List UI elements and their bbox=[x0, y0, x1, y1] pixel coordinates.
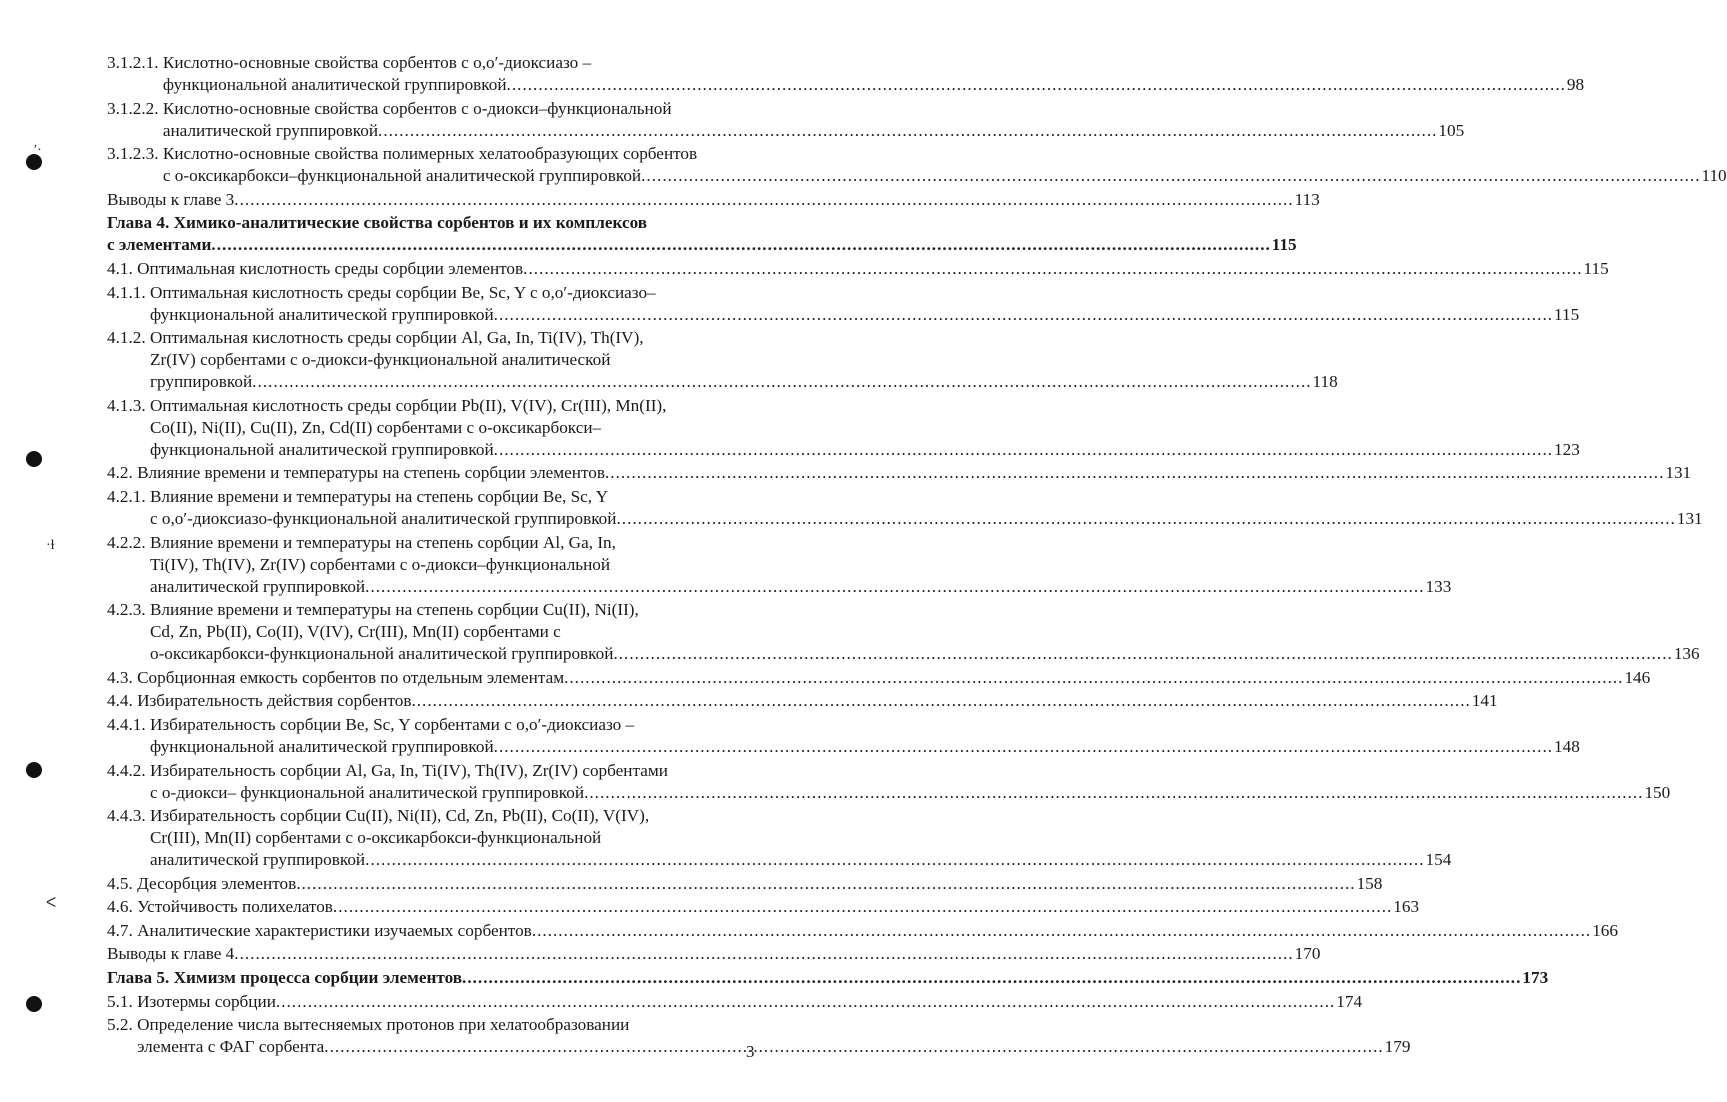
dot-leader bbox=[324, 1036, 1383, 1058]
toc-entry-page: 154 bbox=[1425, 850, 1452, 870]
toc-entry bbox=[107, 760, 1671, 804]
toc-entry-line bbox=[163, 98, 761, 120]
toc-entry-page: 115 bbox=[1271, 235, 1297, 255]
toc-entry-title: элемента с ФАГ сорбента bbox=[137, 1037, 325, 1057]
toc-entry-number: 4.6. bbox=[107, 897, 138, 917]
toc-entry-number: 3.1.2.1. bbox=[107, 53, 163, 72]
toc-entry-line bbox=[107, 234, 1297, 256]
toc-entry-title: Глава 4. Химико-аналитические свойства сорбентов и их комплексов bbox=[107, 213, 648, 233]
toc-entry-line bbox=[150, 760, 761, 782]
toc-entry-number: 4.1. bbox=[107, 258, 138, 278]
toc-entry-number: 4.4. bbox=[107, 691, 138, 711]
dot-leader bbox=[613, 643, 1672, 665]
dot-leader bbox=[532, 920, 1591, 942]
toc-entry-title: Устойчивость полихелатов bbox=[137, 897, 333, 917]
scan-mark: ʹ· bbox=[34, 143, 42, 158]
dot-leader bbox=[234, 189, 1293, 211]
toc-entry-page: 105 bbox=[1438, 120, 1465, 140]
toc-entry bbox=[107, 395, 1580, 461]
toc-entry-title: Оптимальная кислотность среды сорбции Pb(II), V(IV), Cr(III), Mn(II), bbox=[149, 395, 667, 415]
toc-entry-number: 4.2.3. bbox=[107, 600, 150, 620]
toc-entry-title: Глава 5. Химизм процесса сорбции элементов bbox=[107, 968, 463, 988]
toc-entry bbox=[107, 896, 1420, 918]
toc-entry-title: Выводы к главе 3 bbox=[107, 189, 235, 209]
toc-entry bbox=[107, 943, 1321, 965]
toc-entry-title: Влияние времени и температуры на степень сорбции Be, Sc, Y bbox=[149, 486, 609, 506]
toc-entry bbox=[107, 920, 1618, 942]
toc-entry-number: 4.2.1. bbox=[107, 486, 150, 506]
toc-entry-line bbox=[107, 943, 1321, 965]
toc-entry-title: Десорбция элементов bbox=[137, 873, 297, 893]
toc-entry-line bbox=[150, 827, 761, 849]
toc-entry-title: функциональной аналитической группировкой bbox=[149, 439, 494, 459]
toc-entry-number: 4.4.1. bbox=[107, 714, 150, 734]
toc-entry-number: 4.7. bbox=[107, 920, 138, 940]
toc-entry-number: 4.4.2. bbox=[107, 760, 150, 780]
toc-entry-title: Кислотно-основные свойства полимерных хелатообразующих сорбентов bbox=[162, 144, 698, 164]
toc-entry bbox=[107, 258, 1609, 280]
dot-leader bbox=[616, 508, 1675, 530]
toc-entry-title: Аналитические характеристики изучаемых сорбентов bbox=[137, 920, 532, 940]
toc-entry-line bbox=[150, 349, 761, 371]
toc-entry-title: Избирательность сорбции Al, Ga, In, Ti(IV), Th(IV), Zr(IV) сорбентами bbox=[149, 760, 668, 780]
toc-entry-page: 115 bbox=[1583, 258, 1609, 278]
toc-entry-title: Избирательность сорбции Cu(II), Ni(II), Cd, Zn, Pb(II), Co(II), V(IV), bbox=[149, 806, 650, 826]
toc-entry-title: Ti(IV), Th(IV), Zr(IV) сорбентами с о-диокси–функциональной bbox=[149, 554, 611, 574]
dot-leader bbox=[252, 371, 1311, 393]
dot-leader bbox=[365, 576, 1424, 598]
toc-entry-line bbox=[150, 417, 761, 439]
toc-entry-number: 4.3. bbox=[107, 667, 138, 687]
toc-entry-page: 115 bbox=[1554, 304, 1580, 324]
toc-entry bbox=[107, 282, 1580, 326]
toc-entry-page: 170 bbox=[1294, 944, 1321, 964]
toc-entry-page: 133 bbox=[1425, 576, 1452, 596]
dot-leader bbox=[462, 967, 1521, 989]
toc-entry-line bbox=[149, 508, 1703, 530]
toc-entry-line bbox=[150, 327, 761, 349]
toc-entry-title: с о-оксикарбокси–функциональной аналитической группировкой bbox=[162, 166, 642, 186]
scan-mark: ·ɫ bbox=[46, 538, 55, 553]
toc-entry-page: 173 bbox=[1522, 968, 1549, 988]
toc-entry-number: 4.5. bbox=[107, 873, 138, 893]
dot-leader bbox=[411, 690, 1470, 712]
toc-entry-page: 110 bbox=[1701, 166, 1727, 186]
dot-leader bbox=[494, 304, 1553, 326]
dot-leader bbox=[494, 736, 1553, 758]
toc-entry-line bbox=[137, 462, 1692, 484]
toc-entry-number: 3.1.2.3. bbox=[107, 144, 163, 164]
toc-entry-title: Zr(IV) сорбентами с о-диокси-функциональной аналитической bbox=[149, 350, 611, 370]
toc-entry bbox=[107, 991, 1363, 1013]
toc-entry-page: 150 bbox=[1644, 782, 1671, 802]
toc-entry-number: 4.4.3. bbox=[107, 806, 150, 826]
punch-hole bbox=[26, 996, 42, 1012]
toc-entry-number: 5.1. bbox=[107, 991, 138, 1011]
toc-entry-title: функциональной аналитической группировкой bbox=[162, 75, 507, 94]
toc-entry-line bbox=[150, 532, 761, 554]
toc-entry-title: с элементами bbox=[107, 235, 212, 255]
toc-entry-line bbox=[150, 395, 761, 417]
dot-leader bbox=[211, 234, 1270, 256]
toc-entry bbox=[107, 805, 1452, 871]
toc-entry bbox=[107, 714, 1580, 758]
dot-leader bbox=[276, 991, 1335, 1013]
dot-leader bbox=[365, 849, 1424, 871]
toc-entry-title: аналитической группировкой bbox=[149, 576, 366, 596]
toc-entry-line bbox=[150, 805, 761, 827]
toc-entry-title: Cd, Zn, Pb(II), Co(II), V(IV), Cr(III), Mn(II) сорбентами с bbox=[149, 622, 561, 642]
toc-entry bbox=[107, 189, 1320, 211]
toc-entry-number: 4.1.3. bbox=[107, 395, 150, 415]
toc-entry bbox=[107, 873, 1383, 895]
toc-entry-page: 163 bbox=[1393, 897, 1420, 917]
toc-entry-number: 3.1.2.2. bbox=[107, 98, 163, 118]
toc-entry-line bbox=[137, 896, 1420, 918]
toc-entry-line bbox=[149, 849, 1452, 871]
toc-entry-line bbox=[137, 991, 1363, 1013]
toc-entry-line bbox=[150, 714, 761, 736]
dot-leader bbox=[523, 258, 1582, 280]
toc-entry-title: Co(II), Ni(II), Cu(II), Zn, Cd(II) сорбентами с о-оксикарбокси– bbox=[149, 417, 602, 437]
toc-entry-title: Кислотно-основные свойства сорбентов с о,о′-диоксиазо – bbox=[162, 53, 592, 72]
toc-entry-title: Оптимальная кислотность среды сорбции Al, Ga, In, Ti(IV), Th(IV), bbox=[149, 328, 644, 348]
toc-entry bbox=[107, 532, 1452, 598]
toc-entry-line bbox=[137, 1014, 761, 1036]
toc-entry-number: 4.1.2. bbox=[107, 328, 150, 348]
toc-entry-title: с о,о′-диоксиазо-функциональной аналитической группировкой bbox=[149, 508, 617, 528]
toc-entry bbox=[107, 212, 1297, 256]
toc-entry-line bbox=[150, 282, 761, 304]
toc-entry-line bbox=[107, 189, 1320, 211]
page-number: 3 bbox=[746, 1042, 755, 1061]
toc-entry-line bbox=[149, 643, 1700, 665]
toc-entry bbox=[107, 462, 1692, 484]
toc-entry-line bbox=[150, 621, 761, 643]
toc-entry-title: Изотермы сорбции bbox=[137, 991, 276, 1011]
toc-entry-page: 98 bbox=[1566, 75, 1585, 94]
toc-entry-title: функциональной аналитической группировкой bbox=[149, 304, 494, 324]
toc-entry-title: Влияние времени и температуры на степень сорбции Al, Ga, In, bbox=[149, 532, 616, 552]
toc-entry-number: 4.2. bbox=[107, 463, 138, 483]
toc-entry-page: 179 bbox=[1384, 1037, 1411, 1057]
toc-entry-line bbox=[149, 736, 1580, 758]
toc-entry-line bbox=[137, 920, 1618, 942]
dot-leader bbox=[507, 74, 1566, 96]
toc-entry-line bbox=[149, 576, 1452, 598]
toc-entry-line bbox=[137, 1036, 1411, 1058]
toc-entry-page: 131 bbox=[1665, 463, 1692, 483]
dot-leader bbox=[333, 896, 1392, 918]
toc-entry-page: 141 bbox=[1471, 691, 1498, 711]
toc-entry-title: аналитической группировкой bbox=[149, 850, 366, 870]
dot-leader bbox=[494, 439, 1553, 461]
toc-entry-line bbox=[150, 554, 761, 576]
toc-entry bbox=[107, 143, 1727, 187]
punch-hole bbox=[26, 451, 42, 467]
toc-entry-title: Оптимальная кислотность среды сорбции элементов bbox=[137, 258, 524, 278]
toc-entry-title: Кислотно-основные свойства сорбентов с о-диокси–функциональной bbox=[162, 98, 672, 118]
dot-leader bbox=[641, 165, 1700, 187]
toc-entry-title: Оптимальная кислотность среды сорбции Be, Sc, Y с о,о′-диоксиазо– bbox=[149, 282, 656, 302]
toc-entry-line bbox=[149, 304, 1580, 326]
toc-entry-page: 158 bbox=[1356, 873, 1383, 893]
dot-leader bbox=[605, 462, 1664, 484]
toc-entry-title: Сорбционная емкость сорбентов по отдельным элементам bbox=[137, 667, 565, 687]
toc-entry-number: 5.2. bbox=[107, 1015, 138, 1035]
toc-entry-line bbox=[137, 873, 1383, 895]
toc-entry-page: 136 bbox=[1673, 644, 1700, 664]
dot-leader bbox=[378, 120, 1437, 142]
table-of-contents bbox=[107, 52, 1727, 1060]
toc-entry-page: 123 bbox=[1554, 439, 1580, 459]
toc-entry-page: 174 bbox=[1336, 991, 1363, 1011]
toc-entry-page: 148 bbox=[1554, 736, 1580, 756]
toc-entry-page: 166 bbox=[1592, 920, 1618, 940]
toc-entry-page: 131 bbox=[1676, 508, 1703, 528]
toc-entry-line bbox=[149, 782, 1671, 804]
toc-entry-title: Cr(III), Mn(II) сорбентами с о-оксикарбокси-функциональной bbox=[149, 828, 602, 848]
punch-hole bbox=[26, 762, 42, 778]
toc-entry bbox=[107, 327, 1338, 393]
toc-entry-title: о-оксикарбокси-функциональной аналитической группировкой bbox=[149, 644, 614, 664]
toc-entry-page: 146 bbox=[1624, 667, 1651, 687]
toc-entry-line bbox=[162, 74, 1585, 96]
toc-entry-title: Избирательность действия сорбентов bbox=[137, 691, 412, 711]
toc-entry-title: группировкой bbox=[149, 372, 253, 392]
toc-entry-title: аналитической группировкой bbox=[162, 120, 379, 140]
toc-entry-line bbox=[150, 599, 761, 621]
toc-entry-page: 118 bbox=[1312, 372, 1338, 392]
toc-entry-line bbox=[137, 667, 1651, 689]
toc-entry bbox=[107, 967, 1549, 989]
toc-entry-line bbox=[163, 143, 761, 165]
toc-entry-line bbox=[149, 439, 1580, 461]
toc-entry bbox=[107, 1014, 1411, 1058]
toc-entry-number: 4.2.2. bbox=[107, 532, 150, 552]
toc-entry-number: 4.1.1. bbox=[107, 282, 150, 302]
toc-entry bbox=[107, 599, 1700, 665]
toc-entry-line bbox=[107, 212, 761, 234]
toc-entry-page: 113 bbox=[1294, 189, 1320, 209]
toc-entry bbox=[107, 667, 1651, 689]
dot-leader bbox=[296, 873, 1355, 895]
toc-entry-title: с о-диокси– функциональной аналитической группировкой bbox=[149, 782, 585, 802]
toc-entry-line bbox=[163, 52, 761, 74]
dot-leader bbox=[234, 943, 1293, 965]
dot-leader bbox=[564, 667, 1623, 689]
scan-mark: ᐸ bbox=[46, 896, 57, 911]
toc-entry bbox=[107, 690, 1498, 712]
toc-entry-line bbox=[137, 690, 1498, 712]
toc-entry-title: Влияние времени и температуры на степень сорбции Cu(II), Ni(II), bbox=[149, 600, 639, 620]
toc-entry-title: Выводы к главе 4 bbox=[107, 944, 235, 964]
toc-entry-title: Влияние времени и температуры на степень сорбции элементов bbox=[137, 463, 605, 483]
toc-entry-title: Избирательность сорбции Be, Sc, Y сорбентами с о,о′-диоксиазо – bbox=[149, 714, 635, 734]
toc-entry-line bbox=[150, 486, 761, 508]
toc-entry-line bbox=[162, 120, 1465, 142]
toc-entry-line bbox=[137, 258, 1609, 280]
dot-leader bbox=[584, 782, 1643, 804]
toc-entry-title: функциональной аналитической группировкой bbox=[149, 736, 494, 756]
toc-entry-title: Определение числа вытесняемых протонов при хелатообразовании bbox=[137, 1015, 630, 1035]
toc-entry-line bbox=[162, 165, 1727, 187]
toc-entry bbox=[107, 486, 1703, 530]
toc-entry bbox=[107, 52, 1585, 96]
toc-entry-line bbox=[107, 967, 1549, 989]
toc-entry bbox=[107, 98, 1465, 142]
toc-entry-line bbox=[149, 371, 1338, 393]
